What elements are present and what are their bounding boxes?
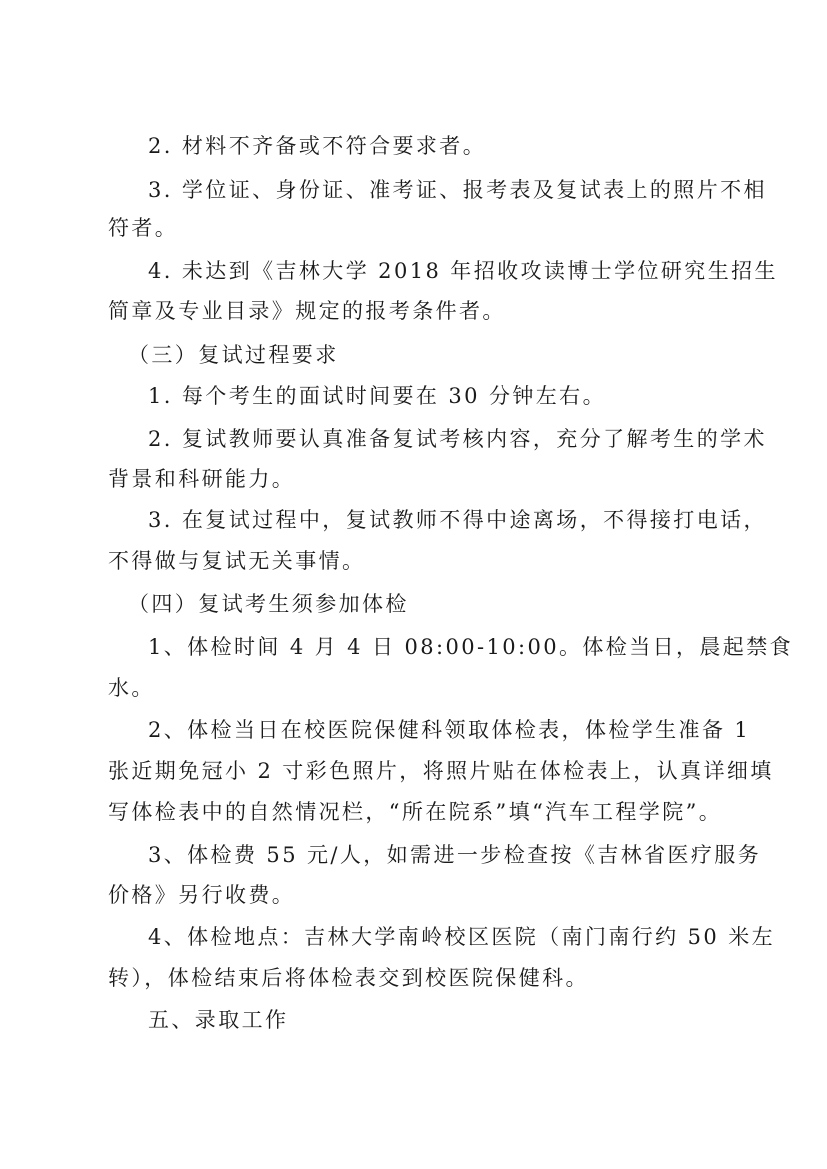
section-heading-physical-exam: （四）复试考生须参加体检	[128, 592, 409, 616]
item-exam-time: 1、体检时间 4 月 4 日 08:00-10:00。体检当日，晨起禁食	[148, 635, 793, 659]
item-exam-form: 2、体检当日在校医院保健科领取体检表，体检学生准备 1	[148, 718, 751, 742]
item-materials-incomplete: 2. 材料不齐备或不符合要求者。	[148, 134, 487, 158]
section-heading-admission: 五、录取工作	[148, 1008, 289, 1032]
item-photo-mismatch: 3. 学位证、身份证、准考证、报考表及复试表上的照片不相	[148, 178, 767, 202]
item-teacher-conduct-continued: 不得做与复试无关事情。	[108, 549, 366, 573]
section-heading-retest-process: （三）复试过程要求	[128, 343, 339, 367]
item-exam-form-continued-1: 张近期免冠小 2 寸彩色照片，将照片贴在体检表上，认真详细填	[108, 759, 774, 783]
item-exam-location: 4、体检地点：吉林大学南岭校区医院（南门南行约 50 米左	[148, 925, 776, 949]
item-exam-location-continued: 转），体检结束后将体检表交到校医院保健科。	[108, 966, 589, 990]
item-conditions-unmet-continued: 简章及专业目录》规定的报考条件者。	[108, 299, 506, 323]
item-exam-fee: 3、体检费 55 元/人，如需进一步检查按《吉林省医疗服务	[148, 843, 762, 867]
item-exam-fee-continued: 价格》另行收费。	[108, 883, 296, 907]
item-teacher-preparation-continued: 背景和科研能力。	[108, 467, 296, 491]
item-exam-time-continued: 水。	[108, 676, 155, 700]
item-teacher-conduct: 3. 在复试过程中，复试教师不得中途离场，不得接打电话，	[148, 508, 767, 532]
item-exam-form-continued-2: 写体检表中的自然情况栏，“所在院系”填“汽车工程学院”。	[108, 800, 723, 824]
item-photo-mismatch-continued: 符者。	[108, 216, 179, 240]
item-interview-duration: 1. 每个考生的面试时间要在 30 分钟左右。	[148, 384, 606, 408]
item-conditions-unmet: 4. 未达到《吉林大学 2018 年招收攻读博士学位研究生招生	[148, 259, 778, 283]
item-teacher-preparation: 2. 复试教师要认真准备复试考核内容，充分了解考生的学术	[148, 427, 767, 451]
